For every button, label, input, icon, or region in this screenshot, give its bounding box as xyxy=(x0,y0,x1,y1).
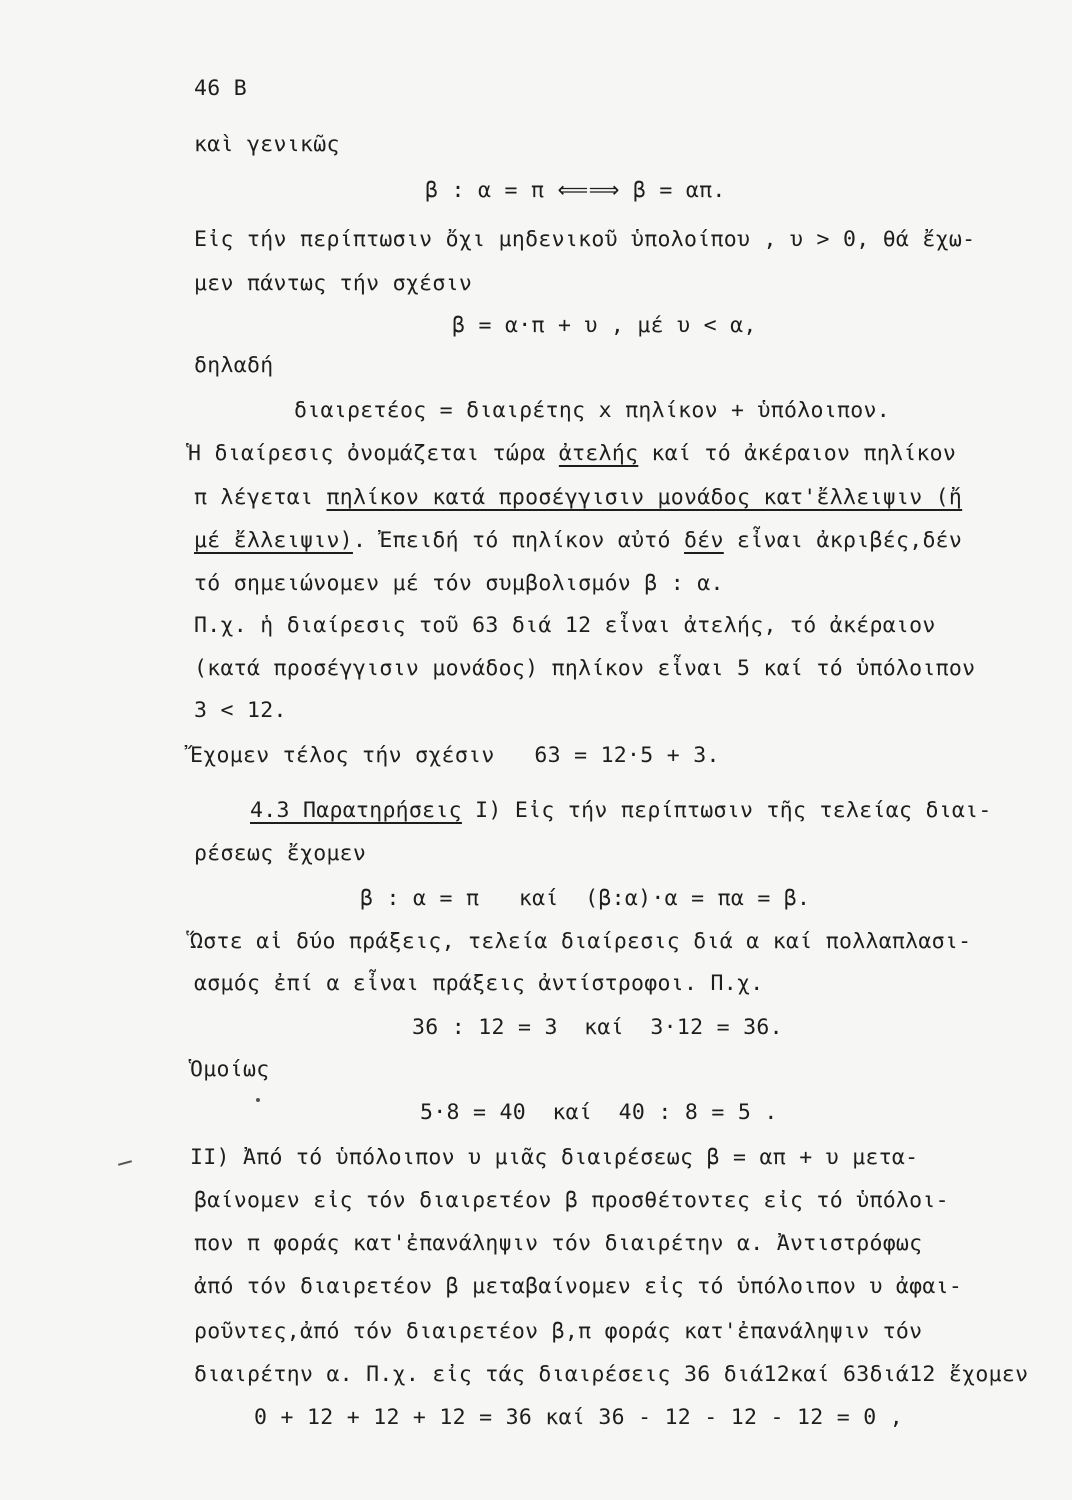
text-segment: I) Εἰς τήν περίπτωσιν τῆς τελείας διαι- xyxy=(461,798,992,823)
text-segment: εἶναι ἀκριβές,δέν xyxy=(723,528,963,553)
text-segment: Ἡ διαίρεσις ὀνομάζεται τώρα xyxy=(188,441,559,466)
text-line: Ὥστε αἱ δύο πράξεις, τελεία διαίρεσις διά α καί πολλαπλασι- xyxy=(190,929,972,954)
text-segment: καί τό ἀκέραιον πηλίκον xyxy=(638,441,957,466)
underlined-term: ἀτελής xyxy=(558,441,639,466)
text-line xyxy=(194,527,962,555)
underlined-term: μέ ἔλλειψιν) xyxy=(194,528,353,553)
formula-line: β = α·π + υ , μέ υ < α, xyxy=(452,313,757,338)
text-line: 3 < 12. xyxy=(194,698,287,723)
stray-dot xyxy=(256,1098,260,1102)
text-line: μεν πάντως τήν σχέσιν xyxy=(194,271,473,296)
text-line: τό σημειώνομεν μέ τόν συμβολισμόν β : α. xyxy=(194,571,724,596)
formula-line: 0 + 12 + 12 + 12 = 36 καί 36 - 12 - 12 - 12 = 0 , xyxy=(254,1405,903,1430)
section-heading: 4.3 Παρατηρήσεις xyxy=(250,798,462,823)
text-line: βαίνομεν εἰς τόν διαιρετέον β προσθέτοντες εἰς τό ὑπόλοι- xyxy=(194,1188,949,1213)
text-line: καὶ γενικῶς xyxy=(194,132,340,157)
text-line: ροῦντες,ἀπό τόν διαιρετέον β,π φοράς κατ'ἐπανάληψιν τόν xyxy=(194,1319,923,1344)
text-line: ασμός ἐπί α εἶναι πράξεις ἀντίστροφοι. Π.χ. xyxy=(194,971,764,996)
text-line: Ἔχομεν τέλος τήν σχέσιν 63 = 12·5 + 3. xyxy=(190,743,720,768)
formula-line: 36 : 12 = 3 καί 3·12 = 36. xyxy=(412,1015,783,1040)
formula-line: 5·8 = 40 καί 40 : 8 = 5 . xyxy=(420,1100,778,1125)
text-line: Ὁμοίως xyxy=(190,1057,270,1082)
text-segment: π λέγεται xyxy=(194,485,327,510)
text-line xyxy=(188,440,956,468)
stray-mark xyxy=(118,1160,132,1166)
text-line: ρέσεως ἔχομεν xyxy=(194,841,367,866)
formula-line: διαιρετέος = διαιρέτης x πηλίκον + ὑπόλοιπον. xyxy=(294,398,890,423)
text-line xyxy=(250,797,992,825)
formula-line: β : α = π ⟸⟹ β = απ. xyxy=(425,178,726,203)
underlined-term: πηλίκον κατά προσέγγισιν μονάδος κατ'ἔλλειψιν (ἤ xyxy=(326,485,963,510)
text-line xyxy=(194,484,962,512)
text-line: Εἰς τήν περίπτωσιν ὄχι μηδενικοῦ ὑπολοίπου , υ > 0, θά ἔχω- xyxy=(194,227,976,252)
text-segment: . Ἐπειδή τό πηλίκον αὐτό xyxy=(352,528,685,553)
text-line: Π.χ. ἡ διαίρεσις τοῦ 63 διά 12 εἶναι ἀτελής, τό ἀκέραιον xyxy=(194,613,936,638)
text-line: II) Ἀπό τό ὑπόλοιπον υ μιᾶς διαιρέσεως β = απ + υ μετα- xyxy=(190,1145,919,1170)
text-line: διαιρέτην α. Π.χ. εἰς τάς διαιρέσεις 36 διά12καί 63διά12 ἔχομεν xyxy=(194,1362,1029,1387)
underlined-term: δέν xyxy=(684,528,724,553)
page-number: 46 B xyxy=(194,76,247,101)
formula-line: β : α = π καί (β:α)·α = πα = β. xyxy=(360,886,811,911)
text-line: ἀπό τόν διαιρετέον β μεταβαίνομεν εἰς τό ὑπόλοιπον υ ἀφαι- xyxy=(194,1274,963,1299)
text-line: (κατά προσέγγισιν μονάδος) πηλίκον εἶναι 5 καί τό ὑπόλοιπον xyxy=(194,656,976,681)
text-line: πον π φοράς κατ'ἐπανάληψιν τόν διαιρέτην α. Ἀντιστρόφως xyxy=(194,1231,923,1256)
text-line: δηλαδή xyxy=(194,353,274,378)
